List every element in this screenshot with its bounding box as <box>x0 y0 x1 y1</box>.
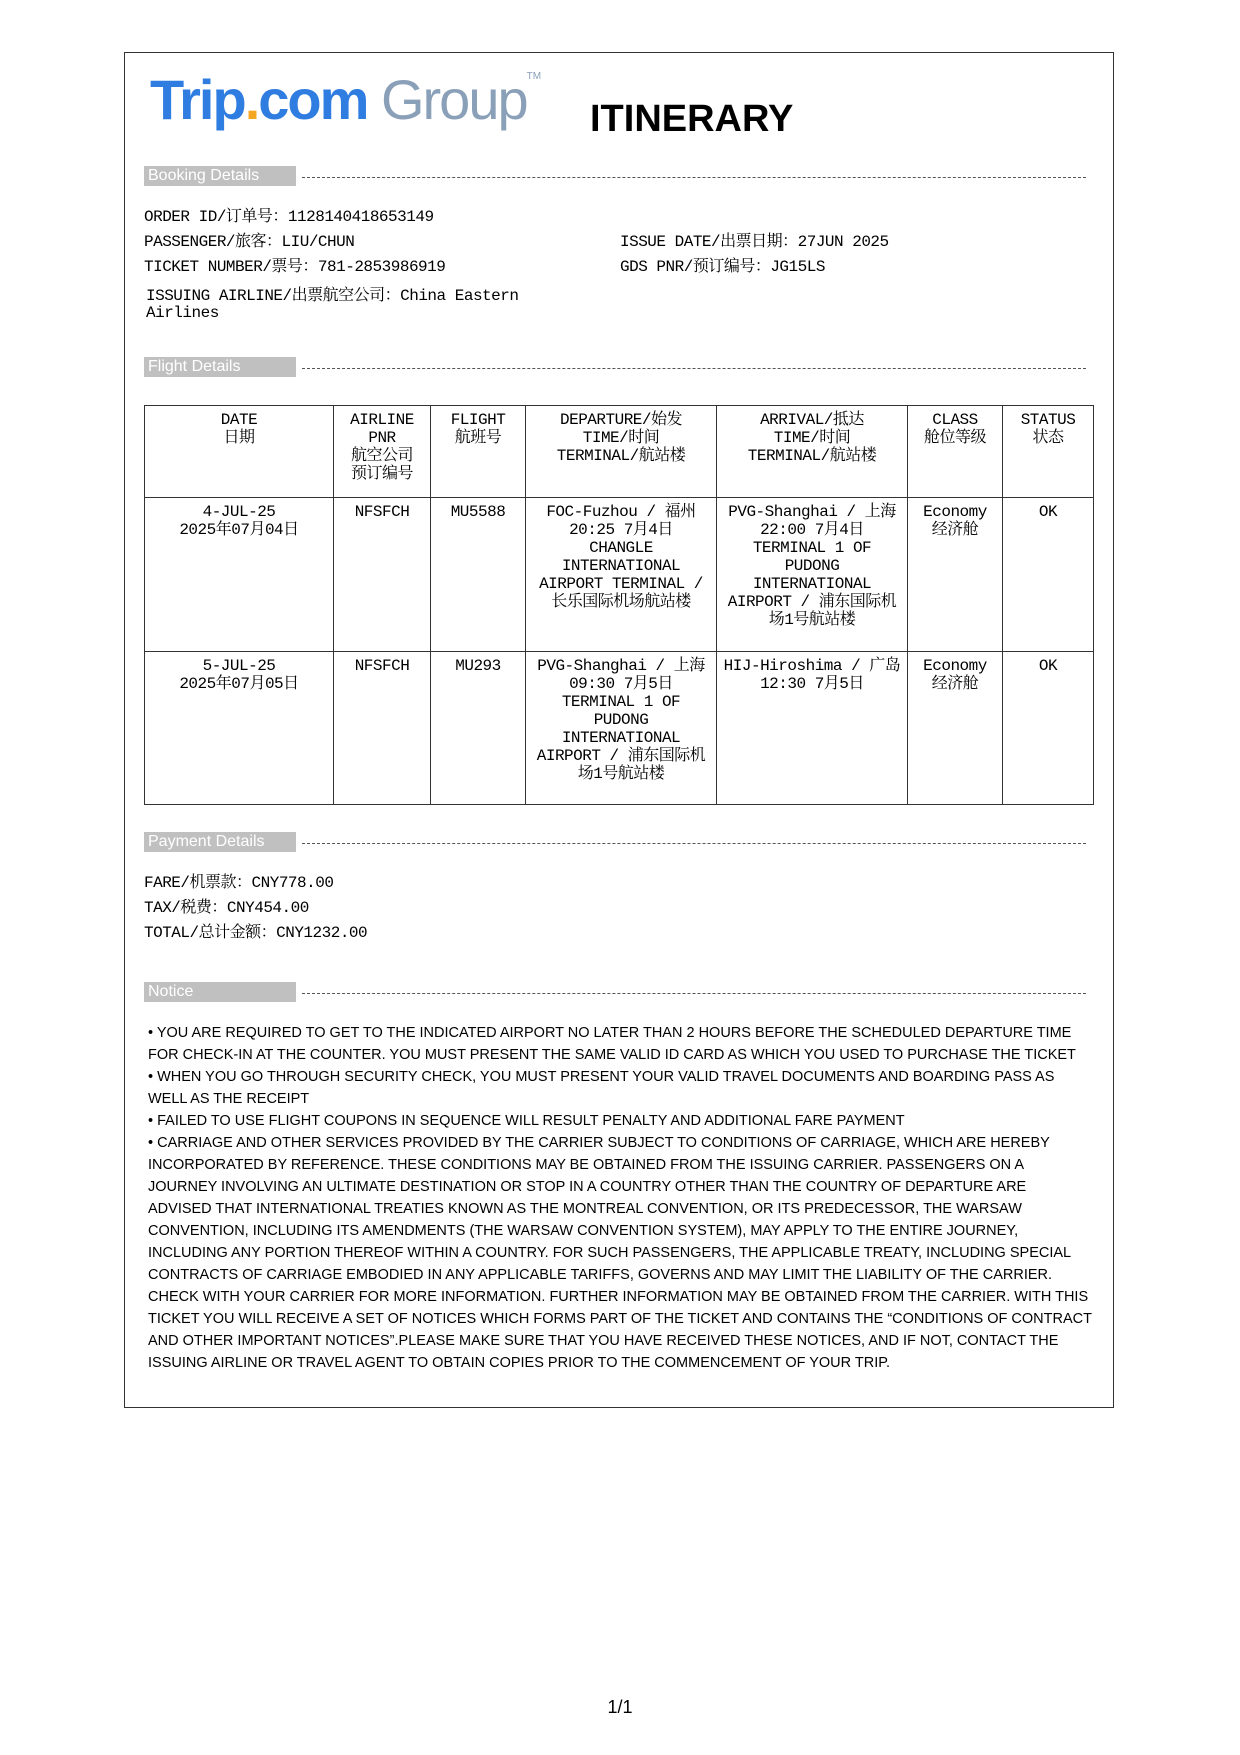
cell-departure: FOC-Fuzhou / 福州 20:25 7月4日 CHANGLE INTERNATIONAL AIRPORT TERMINAL / 长乐国际机场航站楼 <box>526 498 717 652</box>
col-date: DATE 日期 <box>145 406 334 498</box>
section-booking-details: Booking Details <box>144 166 296 186</box>
section-payment-details: Payment Details <box>144 832 296 852</box>
passenger: PASSENGER/旅客：LIU/CHUN <box>144 233 355 251</box>
notice-list <box>148 1022 1092 1374</box>
col-departure: DEPARTURE/始发 TIME/时间 TERMINAL/航站楼 <box>526 406 717 498</box>
fare: FARE/机票款：CNY778.00 <box>144 874 334 892</box>
divider <box>302 368 1086 369</box>
cell-status: OK <box>1003 652 1094 805</box>
gds-pnr: GDS PNR/预订编号：JG15LS <box>620 258 825 276</box>
total: TOTAL/总计金额：CNY1232.00 <box>144 924 368 942</box>
tax: TAX/税费：CNY454.00 <box>144 899 309 917</box>
issuing-airline: ISSUING AIRLINE/出票航空公司：China Eastern <box>146 287 519 305</box>
notice-item: • FAILED TO USE FLIGHT COUPONS IN SEQUENCE WILL RESULT PENALTY AND ADDITIONAL FARE PAYMENT <box>148 1113 905 1129</box>
page-title: ITINERARY <box>590 98 794 140</box>
col-airline-pnr: AIRLINE PNR 航空公司 预订编号 <box>334 406 431 498</box>
flight-table <box>144 405 1094 805</box>
col-flight: FLIGHT 航班号 <box>431 406 526 498</box>
cell-departure: PVG-Shanghai / 上海 09:30 7月5日 TERMINAL 1 OF PUDONG INTERNATIONAL AIRPORT / 浦东国际机场1号航站楼 <box>526 652 717 805</box>
cell-status: OK <box>1003 498 1094 652</box>
divider <box>302 177 1086 178</box>
notice-item: • CARRIAGE AND OTHER SERVICES PROVIDED BY THE CARRIER SUBJECT TO CONDITIONS OF CARRIAGE, WHICH ARE HEREBY INCORPORATED BY REFERENCE. THESE CONDITIONS MAY BE OBTAINED FROM THE ISSUING CARRIER. PASSENGERS ON A JOURNEY INVOLVING AN ULTIMATE DESTINATION OR STOP IN A COUNTRY OTHER THAN THE COUNTRY OF DEPARTURE ARE ADVISED THAT INTERNATIONAL TREATIES KNOWN AS THE MONTREAL CONVENTION, OR ITS PREDECESSOR, THE WARSAW CONVENTION, INCLUDING ITS AMENDMENTS (THE WARSAW CONVENTION SYSTEM), MAY APPLY TO THE ENTIRE JOURNEY, INCLUDING ANY PORTION THEREOF WITHIN A COUNTRY. FOR SUCH PASSENGERS, THE APPLICABLE TREATY, INCLUDING SPECIAL CONTRACTS OF CARRIAGE EMBODIED IN ANY APPLICABLE TARIFFS, GOVERNS AND MAY LIMIT THE LIABILITY OF THE CARRIER. CHECK WITH YOUR CARRIER FOR MORE INFORMATION. FURTHER INFORMATION MAY BE OBTAINED FROM THE CARRIER. WITH THIS TICKET YOU WILL RECEIVE A SET OF NOTICES WHICH FORMS PART OF THE TICKET AND CONTAINS THE “CONDITIONS OF CONTRACT AND OTHER IMPORTANT NOTICES”.PLEASE MAKE SURE THAT YOU HAVE RECEIVED THESE NOTICES, AND IF NOT, CONTACT THE ISSUING AIRLINE OR TRAVEL AGENT TO OBTAIN COPIES PRIOR TO THE COMMENCEMENT OF YOUR TRIP. <box>148 1135 1092 1371</box>
notice-item: • WHEN YOU GO THROUGH SECURITY CHECK, YOU MUST PRESENT YOUR VALID TRAVEL DOCUMENTS AND BOARDING PASS AS WELL AS THE RECEIPT <box>148 1069 1055 1107</box>
col-arrival: ARRIVAL/抵达 TIME/时间 TERMINAL/航站楼 <box>717 406 908 498</box>
table-row <box>145 652 1094 805</box>
issuing-airline-block <box>146 288 518 322</box>
order-id: ORDER ID/订单号：1128140418653149 <box>144 208 434 226</box>
cell-pnr: NFSFCH <box>334 498 431 652</box>
issuing-airline-cont: Airlines <box>146 304 219 322</box>
divider <box>302 843 1086 844</box>
tripcom-group-logo: Trip.com Group™ <box>150 68 542 131</box>
table-row <box>145 498 1094 652</box>
notice-item: • YOU ARE REQUIRED TO GET TO THE INDICATED AIRPORT NO LATER THAN 2 HOURS BEFORE THE SCHEDULED DEPARTURE TIME FOR CHECK-IN AT THE COUNTER. YOU MUST PRESENT THE SAME VALID ID CARD AS WHICH YOU USED TO PURCHASE THE TICKET <box>148 1025 1076 1063</box>
col-class: CLASS 舱位等级 <box>908 406 1003 498</box>
page-number: 1/1 <box>607 1697 633 1717</box>
cell-date: 4-JUL-25 2025年07月04日 <box>145 498 334 652</box>
cell-date: 5-JUL-25 2025年07月05日 <box>145 652 334 805</box>
section-flight-details: Flight Details <box>144 357 296 377</box>
cell-flight: MU293 <box>431 652 526 805</box>
table-header-row <box>145 406 1094 498</box>
cell-arrival: PVG-Shanghai / 上海 22:00 7月4日 TERMINAL 1 OF PUDONG INTERNATIONAL AIRPORT / 浦东国际机场1号航站楼 <box>717 498 908 652</box>
col-status: STATUS 状态 <box>1003 406 1094 498</box>
cell-flight: MU5588 <box>431 498 526 652</box>
issue-date: ISSUE DATE/出票日期：27JUN 2025 <box>620 233 889 251</box>
section-notice: Notice <box>144 982 296 1002</box>
cell-pnr: NFSFCH <box>334 652 431 805</box>
divider <box>302 993 1086 994</box>
cell-arrival: HIJ-Hiroshima / 广岛 12:30 7月5日 <box>717 652 908 805</box>
ticket-number: TICKET NUMBER/票号：781-2853986919 <box>144 258 446 276</box>
cell-class: Economy 经济舱 <box>908 498 1003 652</box>
cell-class: Economy 经济舱 <box>908 652 1003 805</box>
